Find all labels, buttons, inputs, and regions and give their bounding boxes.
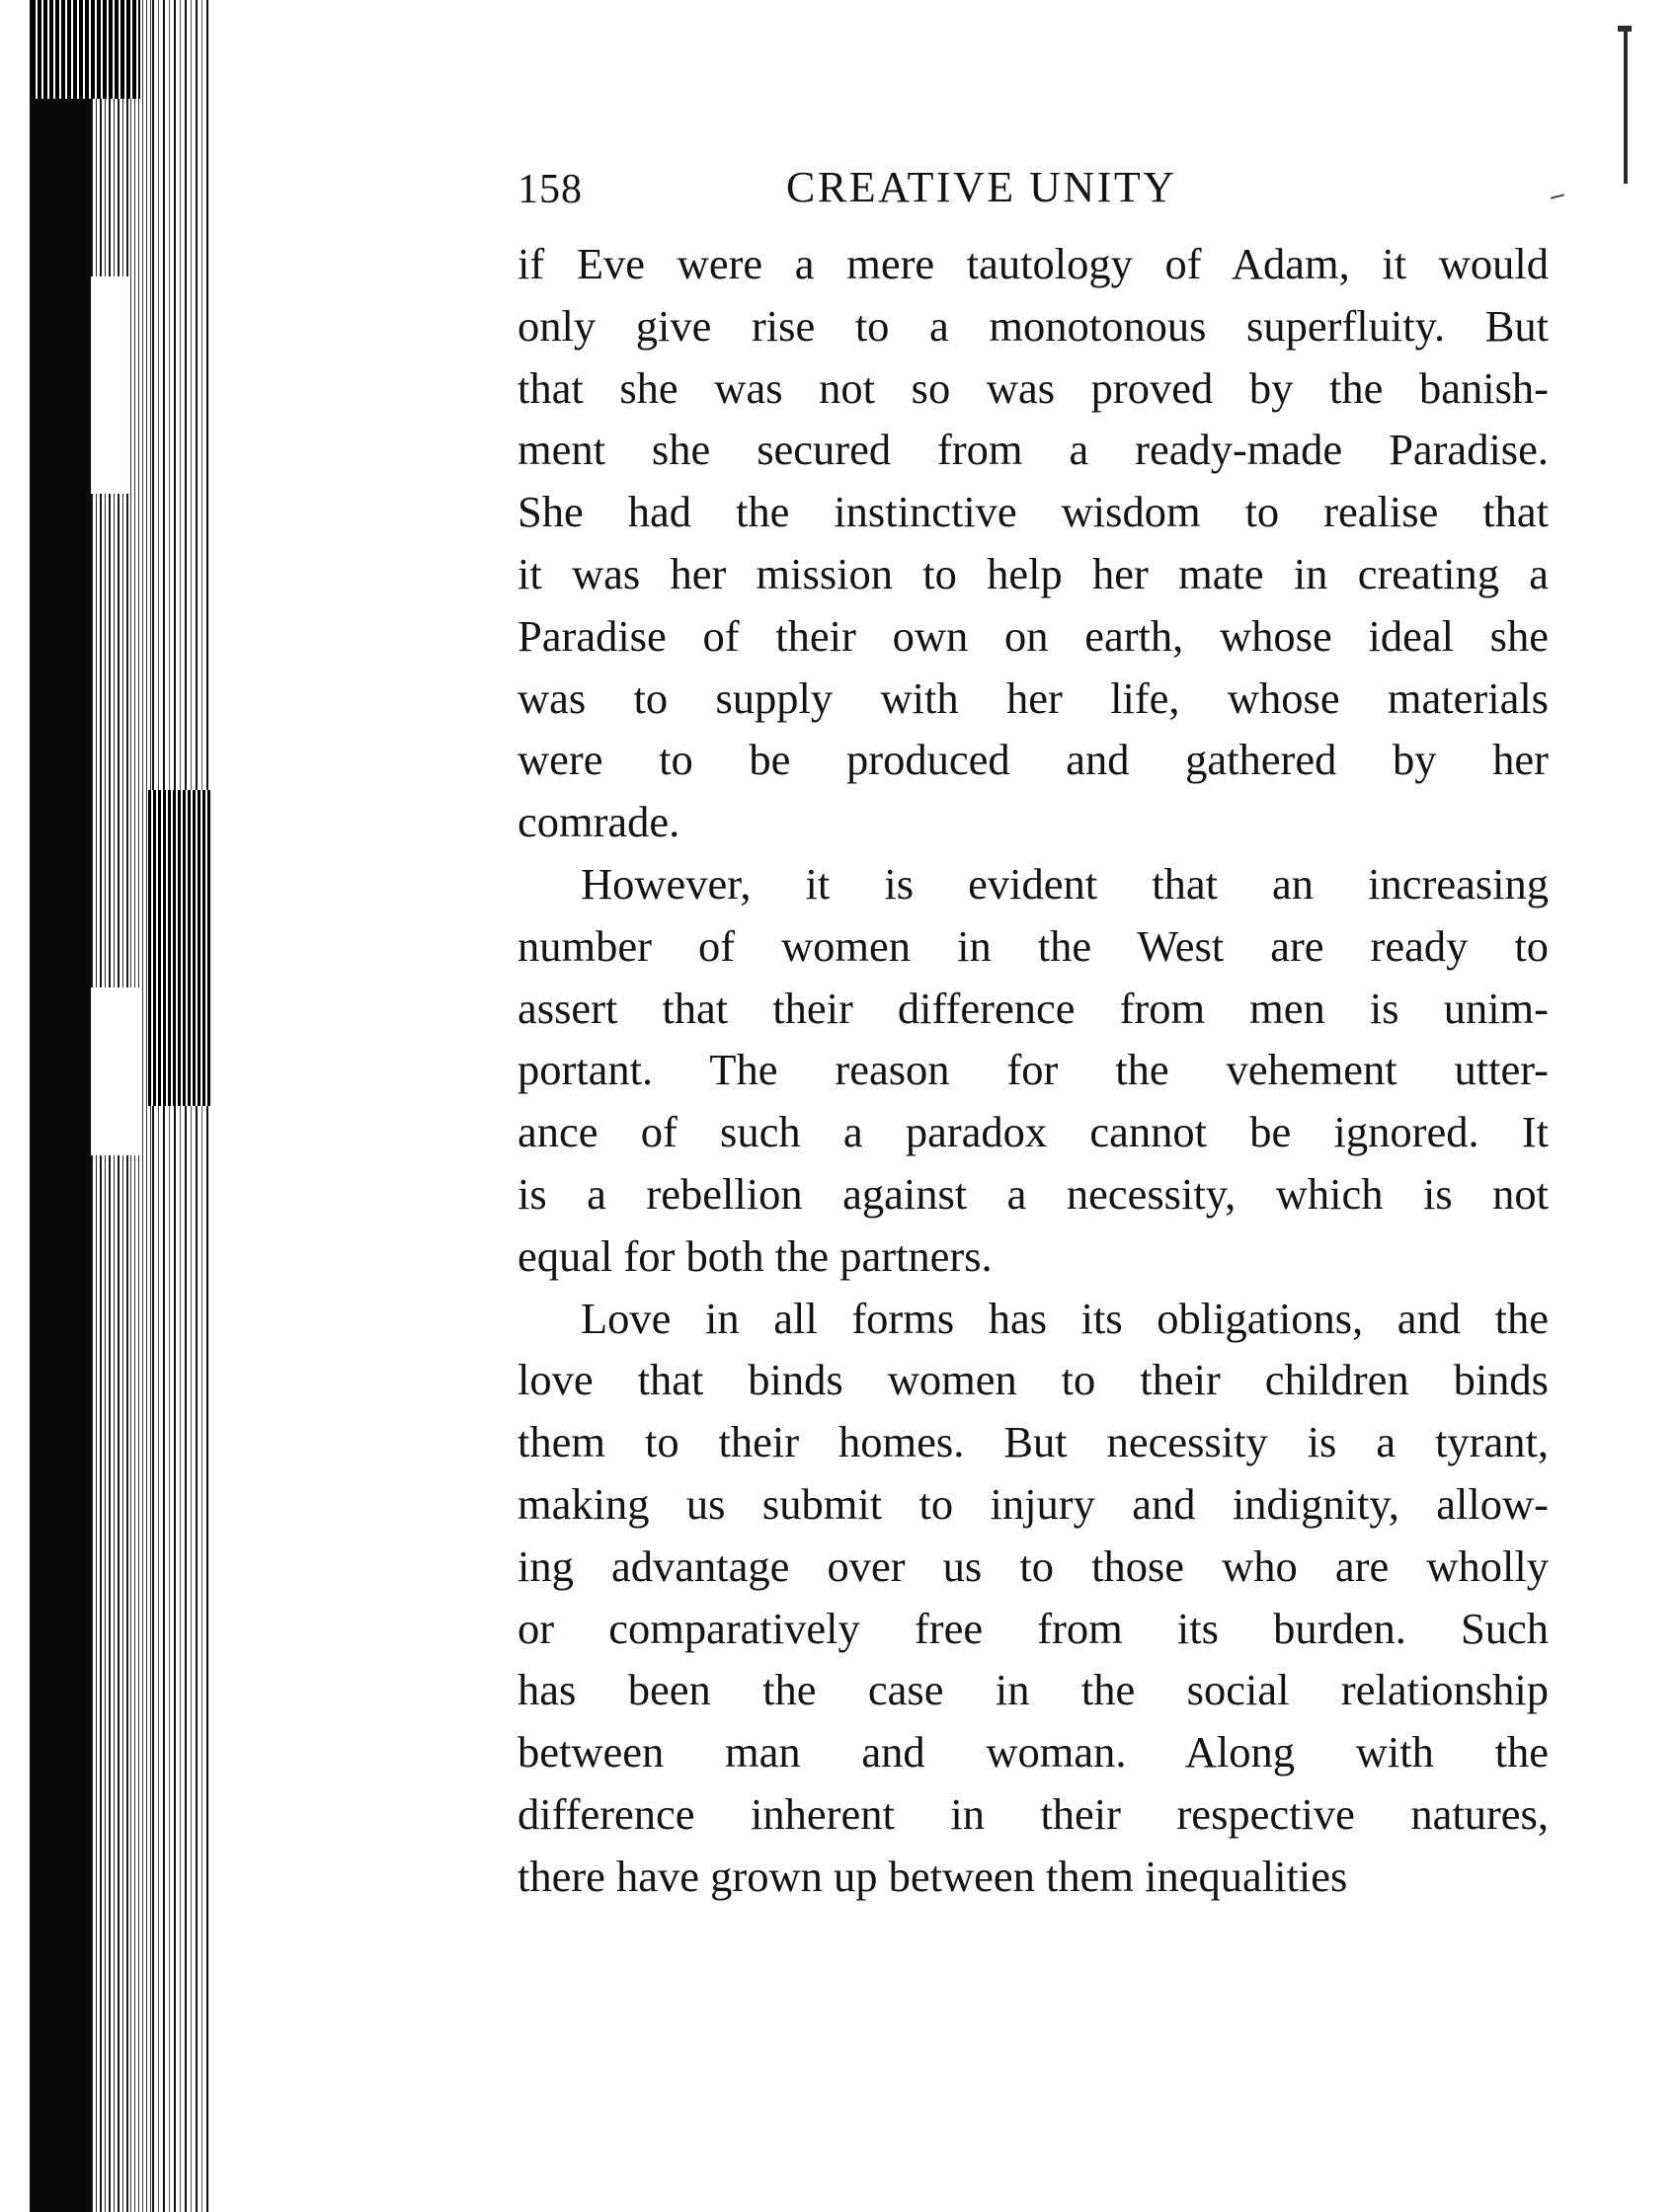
- scan-edge-mark: [1624, 26, 1628, 184]
- text-line: it was her mission to help her mate in creating a: [518, 548, 1549, 598]
- book-page: [518, 158, 1549, 1908]
- text-line: there have grown up between them inequalities: [518, 1851, 1348, 1901]
- text-line: Love in all forms has its obligations, and the: [581, 1293, 1549, 1343]
- text-line: number of women in the West are ready to: [518, 920, 1549, 971]
- text-line: ance of such a paradox cannot be ignored. It: [518, 1107, 1549, 1157]
- text-line: assert that their difference from men is unim-: [518, 983, 1549, 1033]
- text-line: only give rise to a monotonous superfluity. But: [518, 300, 1549, 351]
- text-line: between man and woman. Along with the: [518, 1727, 1549, 1778]
- text-line: comrade.: [518, 797, 680, 847]
- text-line: was to supply with her life, whose materials: [518, 672, 1549, 723]
- text-line: were to be produced and gathered by her: [518, 735, 1549, 785]
- text-line: Paradise of their own on earth, whose ideal she: [518, 610, 1549, 661]
- text-line: that she was not so was proved by the banish-: [518, 362, 1549, 413]
- paragraph: [518, 853, 1549, 1288]
- text-line: equal for both the partners.: [518, 1230, 993, 1281]
- text-line: portant. The reason for the vehement utter-: [518, 1045, 1549, 1095]
- running-head: [518, 158, 1549, 227]
- paragraph: [518, 1288, 1549, 1908]
- text-line: ment she secured from a ready-made Paradise.: [518, 425, 1549, 475]
- scanned-binding-edge: [0, 0, 232, 2212]
- text-line: However, it is evident that an increasing: [581, 858, 1549, 908]
- text-line: if Eve were a mere tautology of Adam, it would: [518, 239, 1549, 288]
- text-line: is a rebellion against a necessity, which is not: [518, 1168, 1549, 1219]
- text-line: love that binds women to their children binds: [518, 1355, 1549, 1405]
- running-title: CREATIVE UNITY: [786, 163, 1177, 211]
- paragraph: [518, 233, 1549, 853]
- text-line: ing advantage over us to those who are wholly: [518, 1540, 1549, 1591]
- text-line: or comparatively free from its burden. Such: [518, 1603, 1549, 1653]
- body-text: [518, 233, 1549, 1908]
- stray-mark: [1551, 194, 1564, 198]
- text-line: has been the case in the social relationship: [518, 1665, 1549, 1715]
- text-line: them to their homes. But necessity is a tyrant,: [518, 1417, 1549, 1467]
- text-line: difference inherent in their respective natures,: [518, 1788, 1549, 1839]
- text-line: She had the instinctive wisdom to realise that: [518, 487, 1549, 537]
- text-line: making us submit to injury and indignity, allow-: [518, 1478, 1549, 1529]
- page-number: 158: [518, 167, 583, 212]
